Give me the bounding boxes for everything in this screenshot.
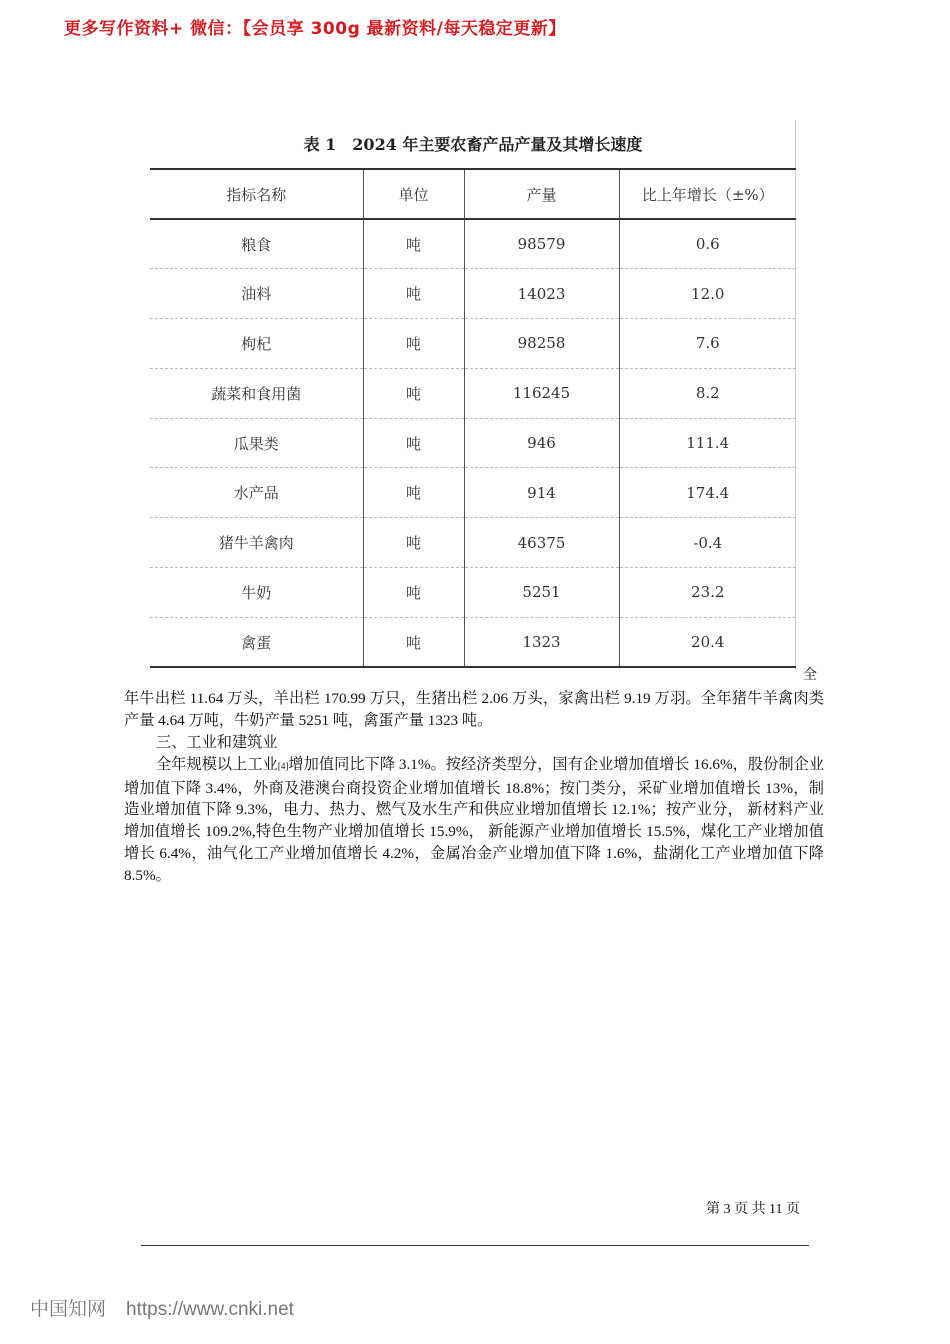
table-row <box>150 568 796 618</box>
table-row <box>150 518 796 568</box>
cell-growth: 7.6 <box>619 319 796 369</box>
cell-indicator: 瓜果类 <box>150 418 363 468</box>
cell-indicator: 油料 <box>150 269 363 319</box>
cell-output: 1323 <box>464 617 619 667</box>
paragraph-industry-lead: 全年规模以上工业 <box>156 756 278 773</box>
cell-unit: 吨 <box>363 269 464 319</box>
header-indicator: 指标名称 <box>150 169 363 219</box>
watermark-brand: 中国知网 <box>30 1299 107 1320</box>
paragraph-industry <box>124 754 824 886</box>
page-number: 第 3 页 共 11 页 <box>706 1202 800 1217</box>
production-table-figure <box>150 118 796 670</box>
cell-unit: 吨 <box>363 418 464 468</box>
table-row <box>150 617 796 667</box>
header-growth: 比上年增长（±%） <box>619 169 796 219</box>
table-row <box>150 368 796 418</box>
table-row <box>150 319 796 369</box>
cell-unit: 吨 <box>363 568 464 618</box>
paragraph-livestock: 年牛出栏 11.64 万头，羊出栏 170.99 万只，生猪出栏 2.06 万头，家禽出栏 9.19 万羽。全年猪牛羊禽肉类产量 4.64 万吨，牛奶产量 5251 吨，禽蛋产量 1323 吨。 <box>124 690 824 729</box>
watermark-url: https://www.cnki.net <box>126 1299 294 1320</box>
table-header-row <box>150 169 796 219</box>
cell-unit: 吨 <box>363 617 464 667</box>
table-row <box>150 418 796 468</box>
table-title: 表 1 2024 年主要农畜产品产量及其增长速度 <box>303 135 643 154</box>
cell-growth: 8.2 <box>619 368 796 418</box>
promo-banner: 更多写作资料+ 微信：【会员享 300g 最新资料/每天稳定更新】 <box>64 19 566 39</box>
cell-growth: 20.4 <box>619 617 796 667</box>
cell-output: 914 <box>464 468 619 518</box>
paragraph-industry-body: 增加值同比下降 3.1%。按经济类型分，国有企业增加值增长 16.6%，股份制企业增加值下降 3.4%，外商及港澳台商投资企业增加值增长 18.8%；按门类分，采矿业增加值增长 13%，制造业增加值下降 9.3%，电力、热力、燃气及水生产和供应业增加值增长 12.1%；按产业分， 新材料产业增加值增长 109.2%,特色生物产业增加值增长 15.9%， 新能源产业增加值增长 15.5%，煤化工产业增加值增长 6.4%，油气化工产业增加值增长 4.2%，金属冶金产业增加值下降 1.6%，盐湖化工产业增加值下降 8.5%。 <box>124 756 825 884</box>
cell-growth: 0.6 <box>619 219 796 269</box>
cell-output: 946 <box>464 418 619 468</box>
cell-output: 5251 <box>464 568 619 618</box>
cell-growth: 12.0 <box>619 269 796 319</box>
cell-indicator: 水产品 <box>150 468 363 518</box>
header-unit: 单位 <box>363 169 464 219</box>
section-heading-industry: 三、工业和建筑业 <box>156 734 278 751</box>
cell-unit: 吨 <box>363 518 464 568</box>
cell-indicator: 粮食 <box>150 219 363 269</box>
cnki-watermark <box>30 1294 294 1321</box>
cell-unit: 吨 <box>363 219 464 269</box>
cell-indicator: 蔬菜和食用菌 <box>150 368 363 418</box>
cell-indicator: 猪牛羊禽肉 <box>150 518 363 568</box>
cell-indicator: 枸杞 <box>150 319 363 369</box>
cell-growth: 111.4 <box>619 418 796 468</box>
table-row <box>150 269 796 319</box>
footer-divider <box>141 1245 809 1246</box>
truncated-char: 全 <box>803 667 817 683</box>
table-row <box>150 219 796 269</box>
cell-indicator: 牛奶 <box>150 568 363 618</box>
cell-growth: -0.4 <box>619 518 796 568</box>
cell-output: 46375 <box>464 518 619 568</box>
cell-unit: 吨 <box>363 368 464 418</box>
cell-unit: 吨 <box>363 468 464 518</box>
cell-output: 98258 <box>464 319 619 369</box>
cell-output: 98579 <box>464 219 619 269</box>
cell-unit: 吨 <box>363 319 464 369</box>
footnote-ref[interactable]: [4] <box>277 761 289 771</box>
header-output: 产量 <box>464 169 619 219</box>
cell-growth: 23.2 <box>619 568 796 618</box>
cell-indicator: 禽蛋 <box>150 617 363 667</box>
production-table <box>150 168 796 668</box>
cell-output: 116245 <box>464 368 619 418</box>
cell-output: 14023 <box>464 269 619 319</box>
cell-growth: 174.4 <box>619 468 796 518</box>
table-row <box>150 468 796 518</box>
